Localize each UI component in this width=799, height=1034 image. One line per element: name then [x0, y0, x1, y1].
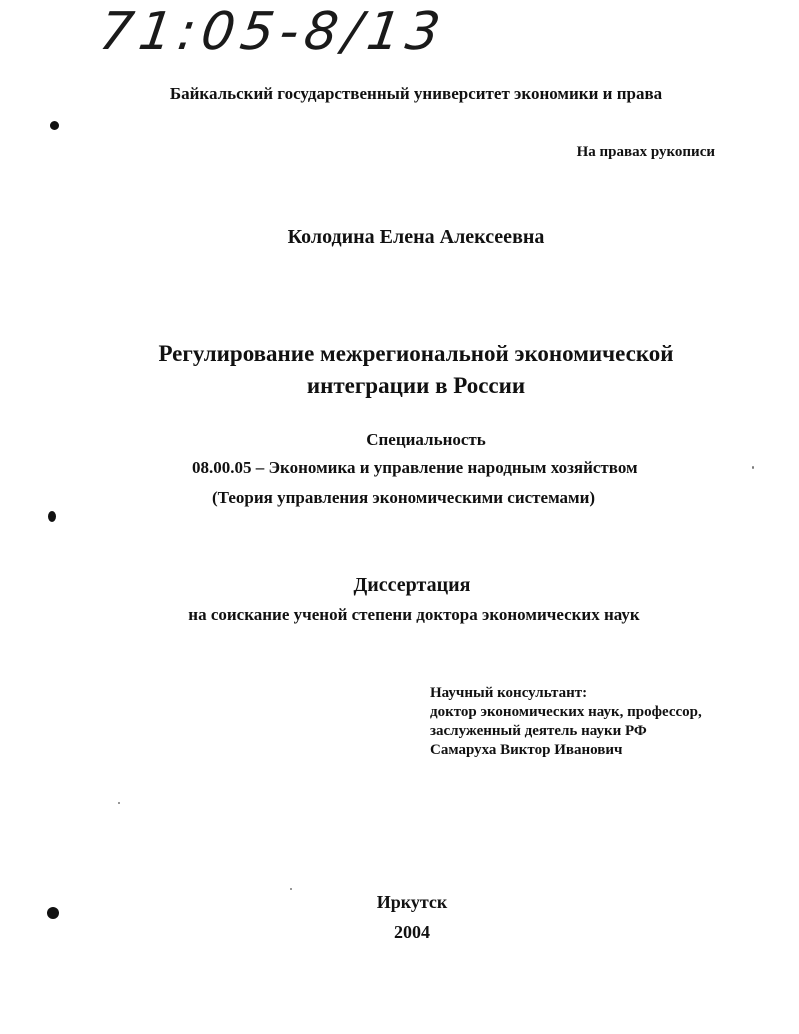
binding-hole-mark-top: [50, 121, 59, 130]
scan-speck: [118, 802, 120, 804]
manuscript-rights-note: На правах рукописи: [576, 144, 715, 160]
binding-hole-mark-middle: [48, 511, 56, 522]
degree-line: на соискание ученой степени доктора экономических наук: [188, 605, 640, 624]
advisor-line-3: заслуженный деятель науки РФ: [430, 723, 647, 739]
title-line-1: Регулирование межрегиональной экономической: [158, 341, 674, 366]
specialty-code-line: 08.00.05 – Экономика и управление народным хозяйством: [192, 458, 638, 477]
specialty-theory-line: (Теория управления экономическими системами): [212, 488, 596, 507]
title-line-2: интеграции в России: [306, 373, 526, 398]
scientific-advisor-block: [430, 684, 702, 760]
advisor-line-1: Научный консультант:: [430, 685, 588, 701]
author-name: Колодина Елена Алексеевна: [287, 226, 545, 248]
advisor-line-2: доктор экономических наук, профессор,: [430, 704, 702, 720]
university-name: Байкальский государственный университет экономики и права: [169, 84, 663, 103]
scan-speck: [752, 466, 754, 469]
year: 2004: [394, 922, 430, 942]
dissertation-title: [0, 338, 799, 402]
advisor-line-4: Самаруха Виктор Иванович: [430, 742, 623, 758]
scan-speck: [290, 888, 292, 890]
specialty-label: Специальность: [366, 430, 486, 449]
city: Иркутск: [376, 892, 448, 912]
handwritten-catalog-number: 71:05-8/13: [95, 2, 450, 62]
dissertation-label: Диссертация: [353, 574, 471, 596]
